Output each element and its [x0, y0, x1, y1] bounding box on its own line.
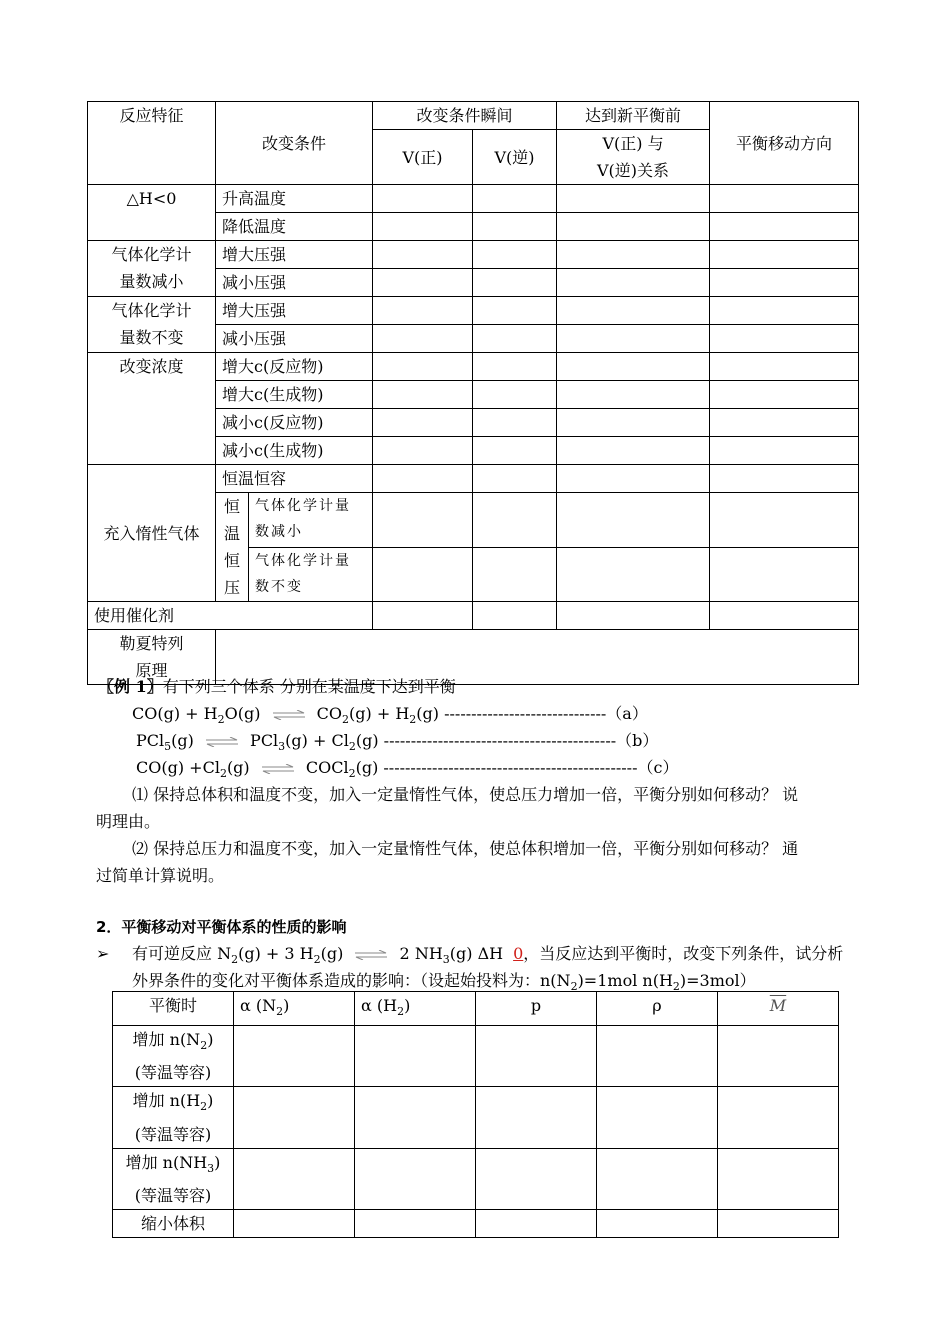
equilibrium-arrow-icon — [272, 710, 306, 720]
feature-inert-gas: 充入惰性气体 — [88, 465, 216, 602]
equilibrium-arrow-icon — [261, 764, 295, 774]
equation-c: $CO(g) +Cl_2(g)$ COCl$_2$(g) -----------------------------------------------（c） — [136, 758, 679, 781]
feature-dh: △H<0 — [88, 185, 216, 241]
header-pressure: p — [476, 992, 597, 1026]
cond-increase-pressure: 增大压强 — [216, 297, 373, 325]
cond-increase-pressure: 增大压强 — [216, 241, 373, 269]
cond-const-temp-volume: 恒温恒容 — [216, 465, 373, 493]
header-molar-mass: M — [718, 992, 839, 1026]
cond-decrease-product: 减小c(生成物) — [216, 437, 373, 465]
cond-increase-product: 增大c(生成物) — [216, 381, 373, 409]
header-alpha-n2: α $(N_2)$ — [234, 992, 355, 1026]
bullet-icon: ➢ — [96, 944, 110, 963]
cond-increase-reactant: 增大c(反应物) — [216, 353, 373, 381]
row-add-nh3: 增加 $n(NH_3)$ (等温等容) — [113, 1148, 234, 1209]
cond-catalyst: 使用催化剂 — [88, 602, 373, 630]
equation-a: $CO(g) + H_2O(g) CO_2(g) + H_2(g)$ ------------------------------（a） — [132, 704, 648, 727]
cond-const-temp-pressure: 恒 温 恒 压 — [216, 493, 249, 602]
header-before-new-equilibrium: 达到新平衡前 — [557, 102, 710, 130]
feature-gas-same: 气体化学计 量数不变 — [88, 297, 216, 353]
header-condition: 改变条件 — [216, 102, 373, 185]
header-alpha-h2: α $(H_2)$ — [355, 992, 476, 1026]
feature-gas-decrease: 气体化学计 量数减小 — [88, 241, 216, 297]
delta-h-blank: 0 — [513, 944, 524, 963]
question-2-cont: 过简单计算说明。 — [96, 866, 225, 885]
reaction-statement-cont: 外界条件的变化对平衡体系造成的影响：（设起始投料为：$n(N_2)=1mol$ $n(H_2)=3mol$） — [132, 971, 756, 994]
header-v-forward: V(正) — [373, 130, 473, 185]
header-v-reverse: V(逆) — [473, 130, 557, 185]
equilibrium-shift-table — [87, 101, 859, 685]
feature-le-chatelier: 勒夏特列 原理 — [88, 630, 216, 685]
reaction-statement: 有可逆反应 $N_2(g) + 3$ $H_2(g)$ 2 $NH_3(g)$ ΔH 0，当反应达到平衡时，改变下列条件，试分析 — [132, 944, 844, 967]
cond-decrease-pressure: 减小压强 — [216, 325, 373, 353]
question-1: ⑴ 保持总体积和温度不变，加入一定量惰性气体，使总压力增加一倍，平衡分别如何移动？ 说 — [132, 785, 799, 804]
header-instant: 改变条件瞬间 — [373, 102, 557, 130]
cond-raise-temp: 升高温度 — [216, 185, 373, 213]
header-equilibrium: 平衡时 — [113, 992, 234, 1026]
header-feature: 反应特征 — [88, 102, 216, 185]
header-density: ρ — [597, 992, 718, 1026]
section-2-title: 2．平衡移动对平衡体系的性质的影响 — [96, 918, 347, 936]
cond-sub-gas-same: 气体化学计量数不变 — [249, 547, 373, 602]
row-add-n2: 增加 $n(N_2)$ (等温等容) — [113, 1026, 234, 1087]
question-2: ⑵ 保持总压力和温度不变，加入一定量惰性气体，使总体积增加一倍，平衡分别如何移动？ 通 — [132, 839, 799, 858]
cond-lower-temp: 降低温度 — [216, 213, 373, 241]
cond-sub-gas-decrease: 气体化学计量数减小 — [249, 493, 373, 548]
example-intro: 〖例 1〗有下列三个体系 分别在某温度下达到平衡 — [98, 677, 456, 696]
equilibrium-arrow-icon — [205, 737, 239, 747]
question-1-cont: 明理由。 — [96, 812, 161, 831]
feature-change-concentration: 改变浓度 — [88, 353, 216, 465]
equilibrium-arrow-icon — [354, 950, 388, 960]
equilibrium-properties-table — [112, 991, 839, 1238]
row-add-h2: 增加 $n(H_2)$ (等温等容) — [113, 1087, 234, 1148]
cond-decrease-reactant: 减小c(反应物) — [216, 409, 373, 437]
equation-b: PCl$_5$(g) $PCl_3(g) + Cl_2(g)$ -------------------------------------------（b） — [136, 731, 659, 754]
cond-decrease-pressure: 减小压强 — [216, 269, 373, 297]
row-reduce-volume: 缩小体积 — [113, 1209, 234, 1237]
header-relation: V(正) 与 V(逆)关系 — [557, 130, 710, 185]
header-direction: 平衡移动方向 — [710, 102, 859, 185]
